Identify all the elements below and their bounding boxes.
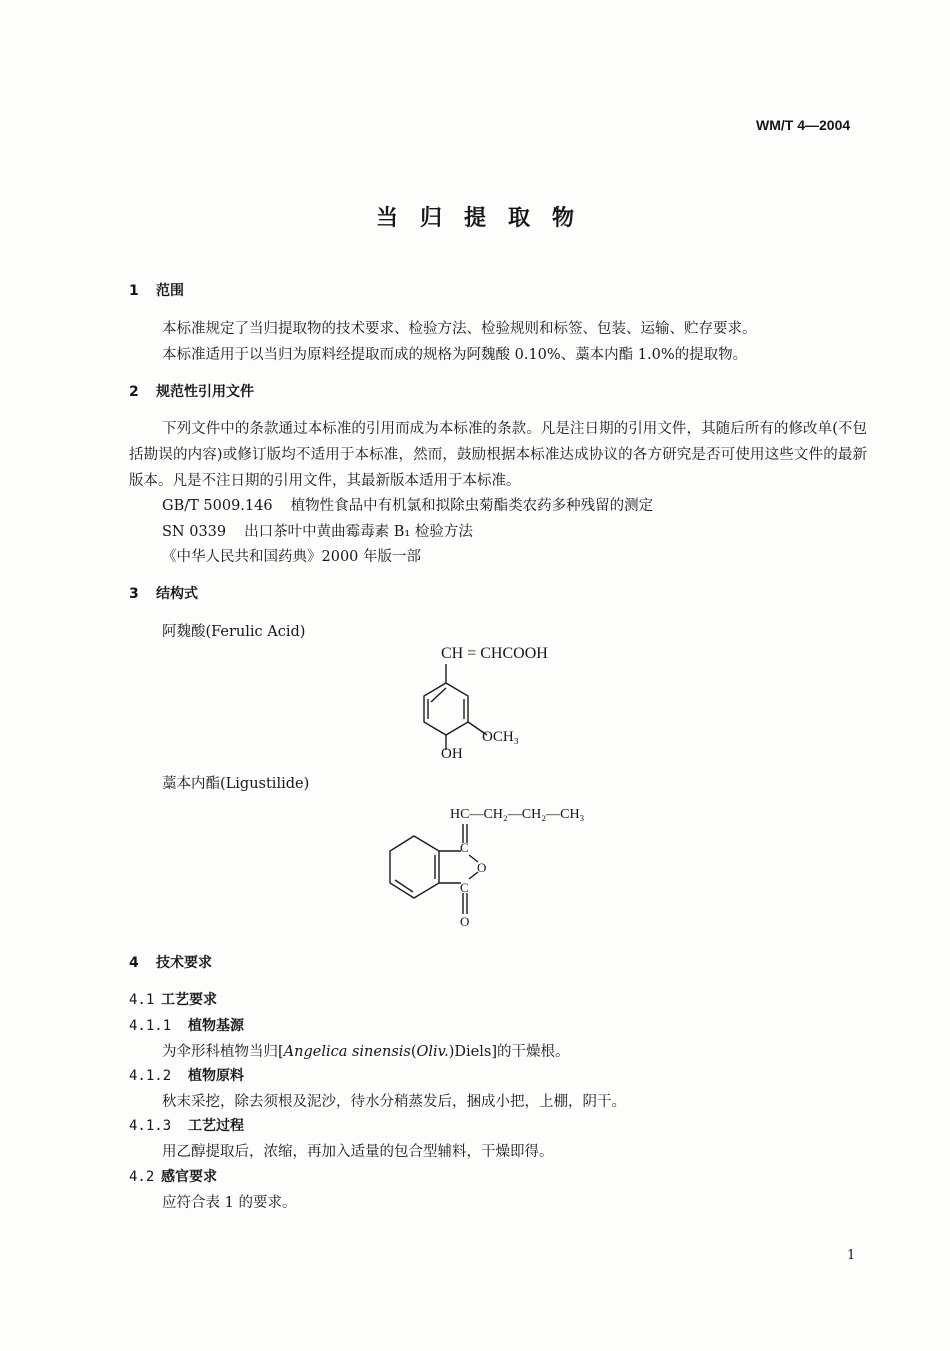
- ligustilide-name: 藁本内酯(Ligustilide): [162, 776, 310, 792]
- ligustilide-side-chain: HC—CH₂—CH₂—CH₃: [450, 807, 585, 822]
- scope-paragraph-2: 本标准适用于以当归为原料经提取而成的规格为阿魏酸 0.10%、藁本内酯 1.0%的提取物。: [162, 347, 748, 363]
- latin-name: Oliv.: [416, 1044, 449, 1060]
- subsection-4-2-heading: [129, 1166, 217, 1186]
- ligustilide-rings: [390, 824, 478, 914]
- subsection-number: 4.2: [129, 1169, 155, 1185]
- section-number: 1: [129, 283, 139, 299]
- methoxy-group: OCH₃: [482, 729, 519, 745]
- reference-code: SN 0339: [162, 524, 227, 540]
- subsection-4-1-1-heading: [129, 1015, 244, 1035]
- section-number: 3: [129, 586, 139, 602]
- subsection-number: 4.1: [129, 992, 155, 1008]
- subsection-number: 4.1.3: [129, 1118, 172, 1134]
- reference-title: 出口茶叶中黄曲霉毒素 B₁ 检验方法: [244, 524, 473, 540]
- raw-material-text: 秋末采挖，除去须根及泥沙，待水分稍蒸发后，捆成小把，上棚，阴干。: [162, 1094, 626, 1110]
- reference-code: GB/T 5009.146: [162, 498, 273, 514]
- section-title: 规范性引用文件: [156, 384, 254, 400]
- text-segment: 为伞形科植物当归[: [162, 1044, 284, 1060]
- page-number: 1: [847, 1248, 856, 1263]
- subsection-title: 感官要求: [161, 1169, 217, 1185]
- standard-number: WM/T 4—2004: [756, 117, 851, 133]
- reference-title: 植物性食品中有机氯和拟除虫菊酯类农药多种残留的测定: [290, 498, 654, 514]
- latin-name: Angelica sinensis: [283, 1044, 411, 1060]
- references-paragraph: 下列文件中的条款通过本标准的引用而成为本标准的条款。凡是注日期的引用文件，其随后所有的修改单(不包括勘误的内容)或修订版均不适用于本标准，然而，鼓励根据本标准达成协议的各方研究是否可使用这些文件的最新版本。凡是不注日期的引用文件，其最新版本适用于本标准。: [129, 421, 867, 489]
- document-title: 当归提取物: [375, 206, 596, 231]
- hydroxy-group: OH: [441, 746, 463, 762]
- ring-carbon-upper: C: [460, 840, 469, 855]
- section-title: 范围: [156, 283, 184, 299]
- section-3-heading: [129, 583, 198, 603]
- subsection-title: 植物基源: [188, 1018, 244, 1034]
- section-4-heading: [129, 952, 212, 972]
- subsection-number: 4.1.1: [129, 1018, 172, 1034]
- reference-title: 《中华人民共和国药典》2000 年版一部: [162, 549, 422, 565]
- ferulic-acid-name: 阿魏酸(Ferulic Acid): [162, 624, 306, 640]
- reference-item: [162, 545, 421, 566]
- section-number: 2: [129, 384, 139, 400]
- ring-carbon-lower: C: [460, 880, 469, 895]
- subsection-title: 工艺过程: [188, 1118, 244, 1134]
- section-title: 结构式: [156, 586, 198, 602]
- reference-item: [162, 520, 473, 541]
- section-1-heading: [129, 280, 184, 300]
- sensory-text: 应符合表 1 的要求。: [162, 1195, 297, 1211]
- carbonyl-oxygen: O: [460, 914, 470, 929]
- scope-paragraph-1: 本标准规定了当归提取物的技术要求、检验方法、检验规则和标签、包装、运输、贮存要求。: [162, 321, 757, 337]
- text-segment: (: [410, 1044, 417, 1060]
- section-title: 技术要求: [156, 955, 212, 971]
- benzene-ring: [424, 664, 487, 750]
- text-segment: )Diels]的干燥根。: [448, 1044, 570, 1060]
- subsection-title: 工艺要求: [161, 992, 217, 1008]
- section-number: 4: [129, 955, 139, 971]
- subsection-4-1-2-heading: [129, 1065, 244, 1085]
- section-2-heading: [129, 381, 254, 401]
- subsection-4-1-3-heading: [129, 1115, 244, 1135]
- ferulic-side-chain: CH = CHCOOH: [441, 645, 548, 662]
- subsection-title: 植物原料: [188, 1068, 244, 1084]
- reference-item: [162, 494, 653, 515]
- subsection-4-1-heading: [129, 989, 217, 1009]
- process-text: 用乙醇提取后，浓缩，再加入适量的包合型辅料，干燥即得。: [162, 1144, 554, 1160]
- plant-source-text: [162, 1040, 570, 1061]
- subsection-number: 4.1.2: [129, 1068, 172, 1084]
- ring-oxygen: O: [477, 860, 487, 875]
